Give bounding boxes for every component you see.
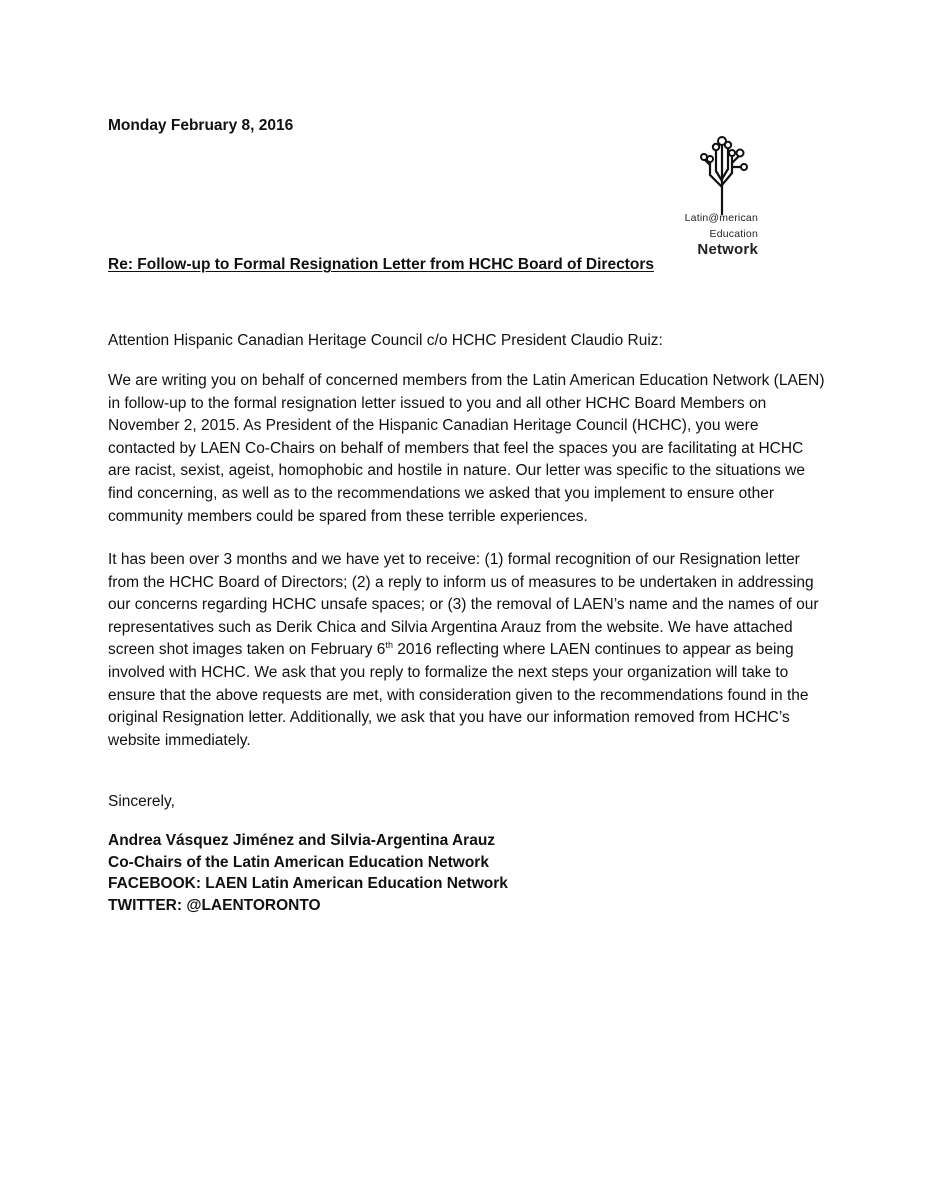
signature-names: Andrea Vásquez Jiménez and Silvia-Argentina Arauz [108, 832, 496, 849]
letter-date: Monday February 8, 2016 [108, 117, 294, 134]
logo-text-line1: Latin@merican [684, 212, 758, 224]
paragraph-2-text-a: It has been over 3 months and we have yet to receive: (1) formal recognition of our Resignation letter from the HCHC Board of Directors; (2) a reply to inform us of measures to be undertaken in addressing our concerns regarding HCHC unsafe spaces; or (3) the removal of LAEN’s name and the names of our representatives such as Derik Chica and Silvia Argentina Arauz from the website. We have attached screen shot images taken on February 6 [108, 551, 819, 659]
tree-circuit-icon [700, 135, 760, 215]
letter-subject: Re: Follow-up to Formal Resignation Letter from HCHC Board of Directors [108, 256, 654, 273]
signature-facebook: FACEBOOK: LAEN Latin American Education Network [108, 875, 508, 892]
letter-paragraph-2 [108, 549, 828, 752]
logo-text-line2: Education [709, 228, 758, 240]
signature-block [108, 830, 508, 916]
signature-twitter: TWITTER: @LAENTORONTO [108, 896, 321, 914]
letter-attention: Attention Hispanic Canadian Heritage Council c/o HCHC President Claudio Ruiz: [108, 332, 663, 349]
signature-title: Co-Chairs of the Latin American Education Network [108, 853, 489, 871]
ordinal-suffix: th [385, 640, 393, 651]
letter-paragraph-1: We are writing you on behalf of concerned members from the Latin American Education Network (LAEN) in follow-up to the formal resignation letter issued to you and all other HCHC Board Members on November 2, 2015. As President of the Hispanic Canadian Heritage Council (HCHC), you were contacted by LAEN Co-Chairs on behalf of members that feel the spaces you are facilitating at HCHC are racist, sexist, ageist, homophobic and hostile in nature. Our letter was specific to the situations we find concerning, as well as to the recommendations we asked that you implement to ensure other community members could be spared from these terrible experiences. [108, 372, 825, 525]
paragraph-2-text-b: 2016 reflecting where LAEN continues to appear as being involved with HCHC. We ask that you reply to formalize the next steps your organization will take to ensure that the above requests are met, with consideration given to the recommendations found in the original Resignation letter. Additionally, we ask that you have our information removed from HCHC’s website immediately. [108, 641, 809, 749]
logo-text-line3: Network [697, 241, 758, 258]
laen-logo [636, 135, 766, 263]
letter-closing: Sincerely, [108, 793, 175, 810]
